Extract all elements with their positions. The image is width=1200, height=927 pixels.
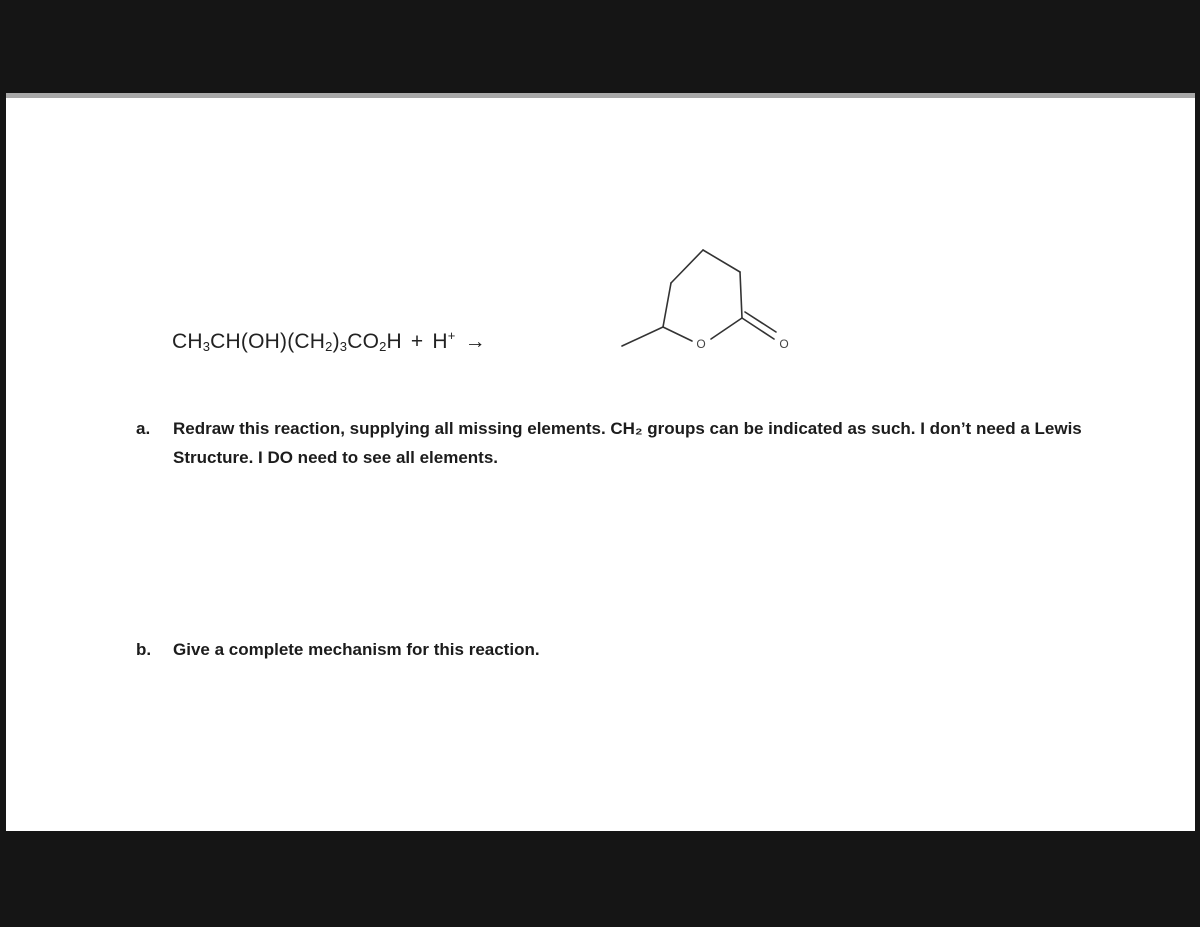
reaction-equation [172, 328, 486, 354]
ring-oxygen-label: O [696, 337, 706, 351]
question-a-text: Redraw this reaction, supplying all missing elements. CH₂ groups can be indicated as such. I don’t need a Lewis Structure. I DO need to see all elements. [173, 419, 1082, 467]
question-a [136, 414, 1136, 472]
question-b [136, 635, 1136, 664]
proton: H+ [432, 328, 456, 353]
ring-bond [703, 250, 740, 272]
question-a-marker: a. [136, 419, 151, 438]
question-b-text: Give a complete mechanism for this reaction. [173, 640, 540, 659]
reactant-formula: $CH_3CH(OH)(CH_2)_3CO_2H$ [172, 330, 402, 354]
reaction-arrow: → [464, 330, 486, 353]
document-page [6, 93, 1195, 831]
carbonyl-bond [745, 312, 776, 332]
question-b-marker: b. [136, 640, 152, 659]
ring-bond [740, 272, 742, 318]
plus-sign: + [410, 330, 424, 353]
ring-bond [671, 250, 703, 283]
ring-bond [663, 283, 671, 327]
lactone-structure [616, 238, 806, 358]
ester-bond [711, 318, 742, 339]
carbonyl-oxygen-label: O [779, 337, 789, 351]
ring-oxygen-bond [663, 327, 692, 341]
methyl-bond [622, 327, 663, 346]
